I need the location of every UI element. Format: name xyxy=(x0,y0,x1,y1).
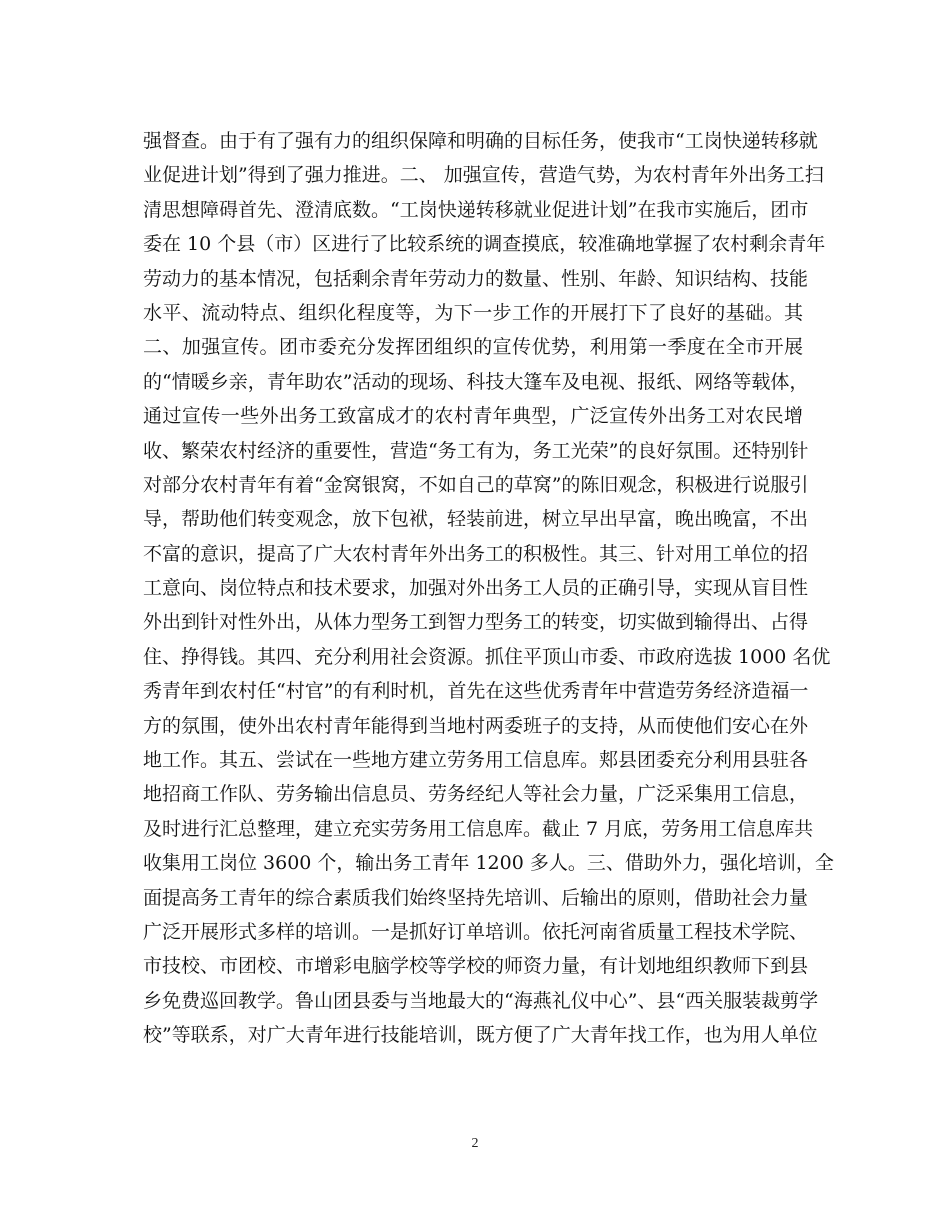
text-line: 通过宣传一些外出务工致富成才的农村青年典型，广泛宣传外出务工对农民增 xyxy=(143,405,803,428)
text-line: 的“情暖乡亲，青年助农”活动的现场、科技大篷车及电视、报纸、网络等载体， xyxy=(143,370,809,393)
text-line: 劳动力的基本情况，包括剩余青年劳动力的数量、性别、年龄、知识结构、技能 xyxy=(143,267,809,290)
text-line: 及时进行汇总整理，建立充实劳务用工信息库。截止 7 月底，劳务用工信息库共 xyxy=(143,817,814,840)
text-line: 住、挣得钱。其四、充分利用社会资源。抓住平顶山市委、市政府选拔 1000 名优 xyxy=(143,645,831,668)
text-line: 水平、流动特点、组织化程度等，为下一步工作的开展打下了良好的基础。其 xyxy=(143,301,803,324)
text-line: 外出到针对性外出，从体力型务工到智力型务工的转变，切实做到输得出、占得 xyxy=(143,611,809,634)
text-line: 乡免费巡回教学。鲁山团县委与当地最大的“海燕礼仪中心”、县“西关服装裁剪学 xyxy=(143,989,819,1012)
text-line: 广泛开展形式多样的培训。一是抓好订单培训。依托河南省质量工程技术学院、 xyxy=(143,920,809,943)
text-line: 对部分农村青年有着“金窝银窝，不如自己的草窝”的陈旧观念，积极进行说服引 xyxy=(143,473,809,496)
text-line: 收集用工岗位 3600 个，输出务工青年 1200 多人。三、借助外力，强化培训，全 xyxy=(143,852,834,875)
text-line: 市技校、市团校、市增彩电脑学校等学校的师资力量，有计划地组织教师下到县 xyxy=(143,955,809,978)
text-line: 工意向、岗位特点和技术要求，加强对外出务工人员的正确引导，实现从盲目性 xyxy=(143,577,809,600)
text-line: 校”等联系，对广大青年进行技能培训，既方便了广大青年找工作，也为用人单位 xyxy=(143,1024,818,1047)
text-line: 地工作。其五、尝试在一些地方建立劳务用工信息库。郏县团委充分利用县驻各 xyxy=(143,749,809,772)
text-line: 强督查。由于有了强有力的组织保障和明确的目标任务，使我市“工岗快递转移就 xyxy=(143,130,818,152)
text-line: 秀青年到农村任“村官”的有利时机，首先在这些优秀青年中营造劳务经济造福一 xyxy=(143,680,809,703)
text-line: 地招商工作队、劳务输出信息员、劳务经纪人等社会力量，广泛采集用工信息， xyxy=(143,783,809,806)
text-line: 二、加强宣传。团市委充分发挥团组织的宣传优势，利用第一季度在全市开展 xyxy=(143,336,803,359)
text-line: 委在 10 个县（市）区进行了比较系统的调查摸底，较准确地掌握了农村剩余青年 xyxy=(143,233,826,256)
text-line: 业促进计划”得到了强力推进。二、 加强宣传，营造气势，为农村青年外出务工扫 xyxy=(143,164,824,187)
text-line: 收、繁荣农村经济的重要性，营造“务工有为，务工光荣”的良好氛围。还特别针 xyxy=(143,439,809,462)
text-line: 面提高务工青年的综合素质我们始终坚持先培训、后输出的原则，借助社会力量 xyxy=(143,886,809,909)
text-line: 导，帮助他们转变观念，放下包袱，轻装前进，树立早出早富，晚出晚富，不出 xyxy=(143,508,809,531)
page-number: 2 xyxy=(471,1136,479,1151)
text-line: 清思想障碍首先、澄清底数。“工岗快递转移就业促进计划”在我市实施后，团市 xyxy=(143,198,809,221)
body-text xyxy=(143,124,834,1053)
text-line: 不富的意识，提高了广大农村青年外出务工的积极性。其三、针对用工单位的招 xyxy=(143,542,809,565)
text-line: 方的氛围，使外出农村青年能得到当地村两委班子的支持，从而使他们安心在外 xyxy=(143,714,809,737)
